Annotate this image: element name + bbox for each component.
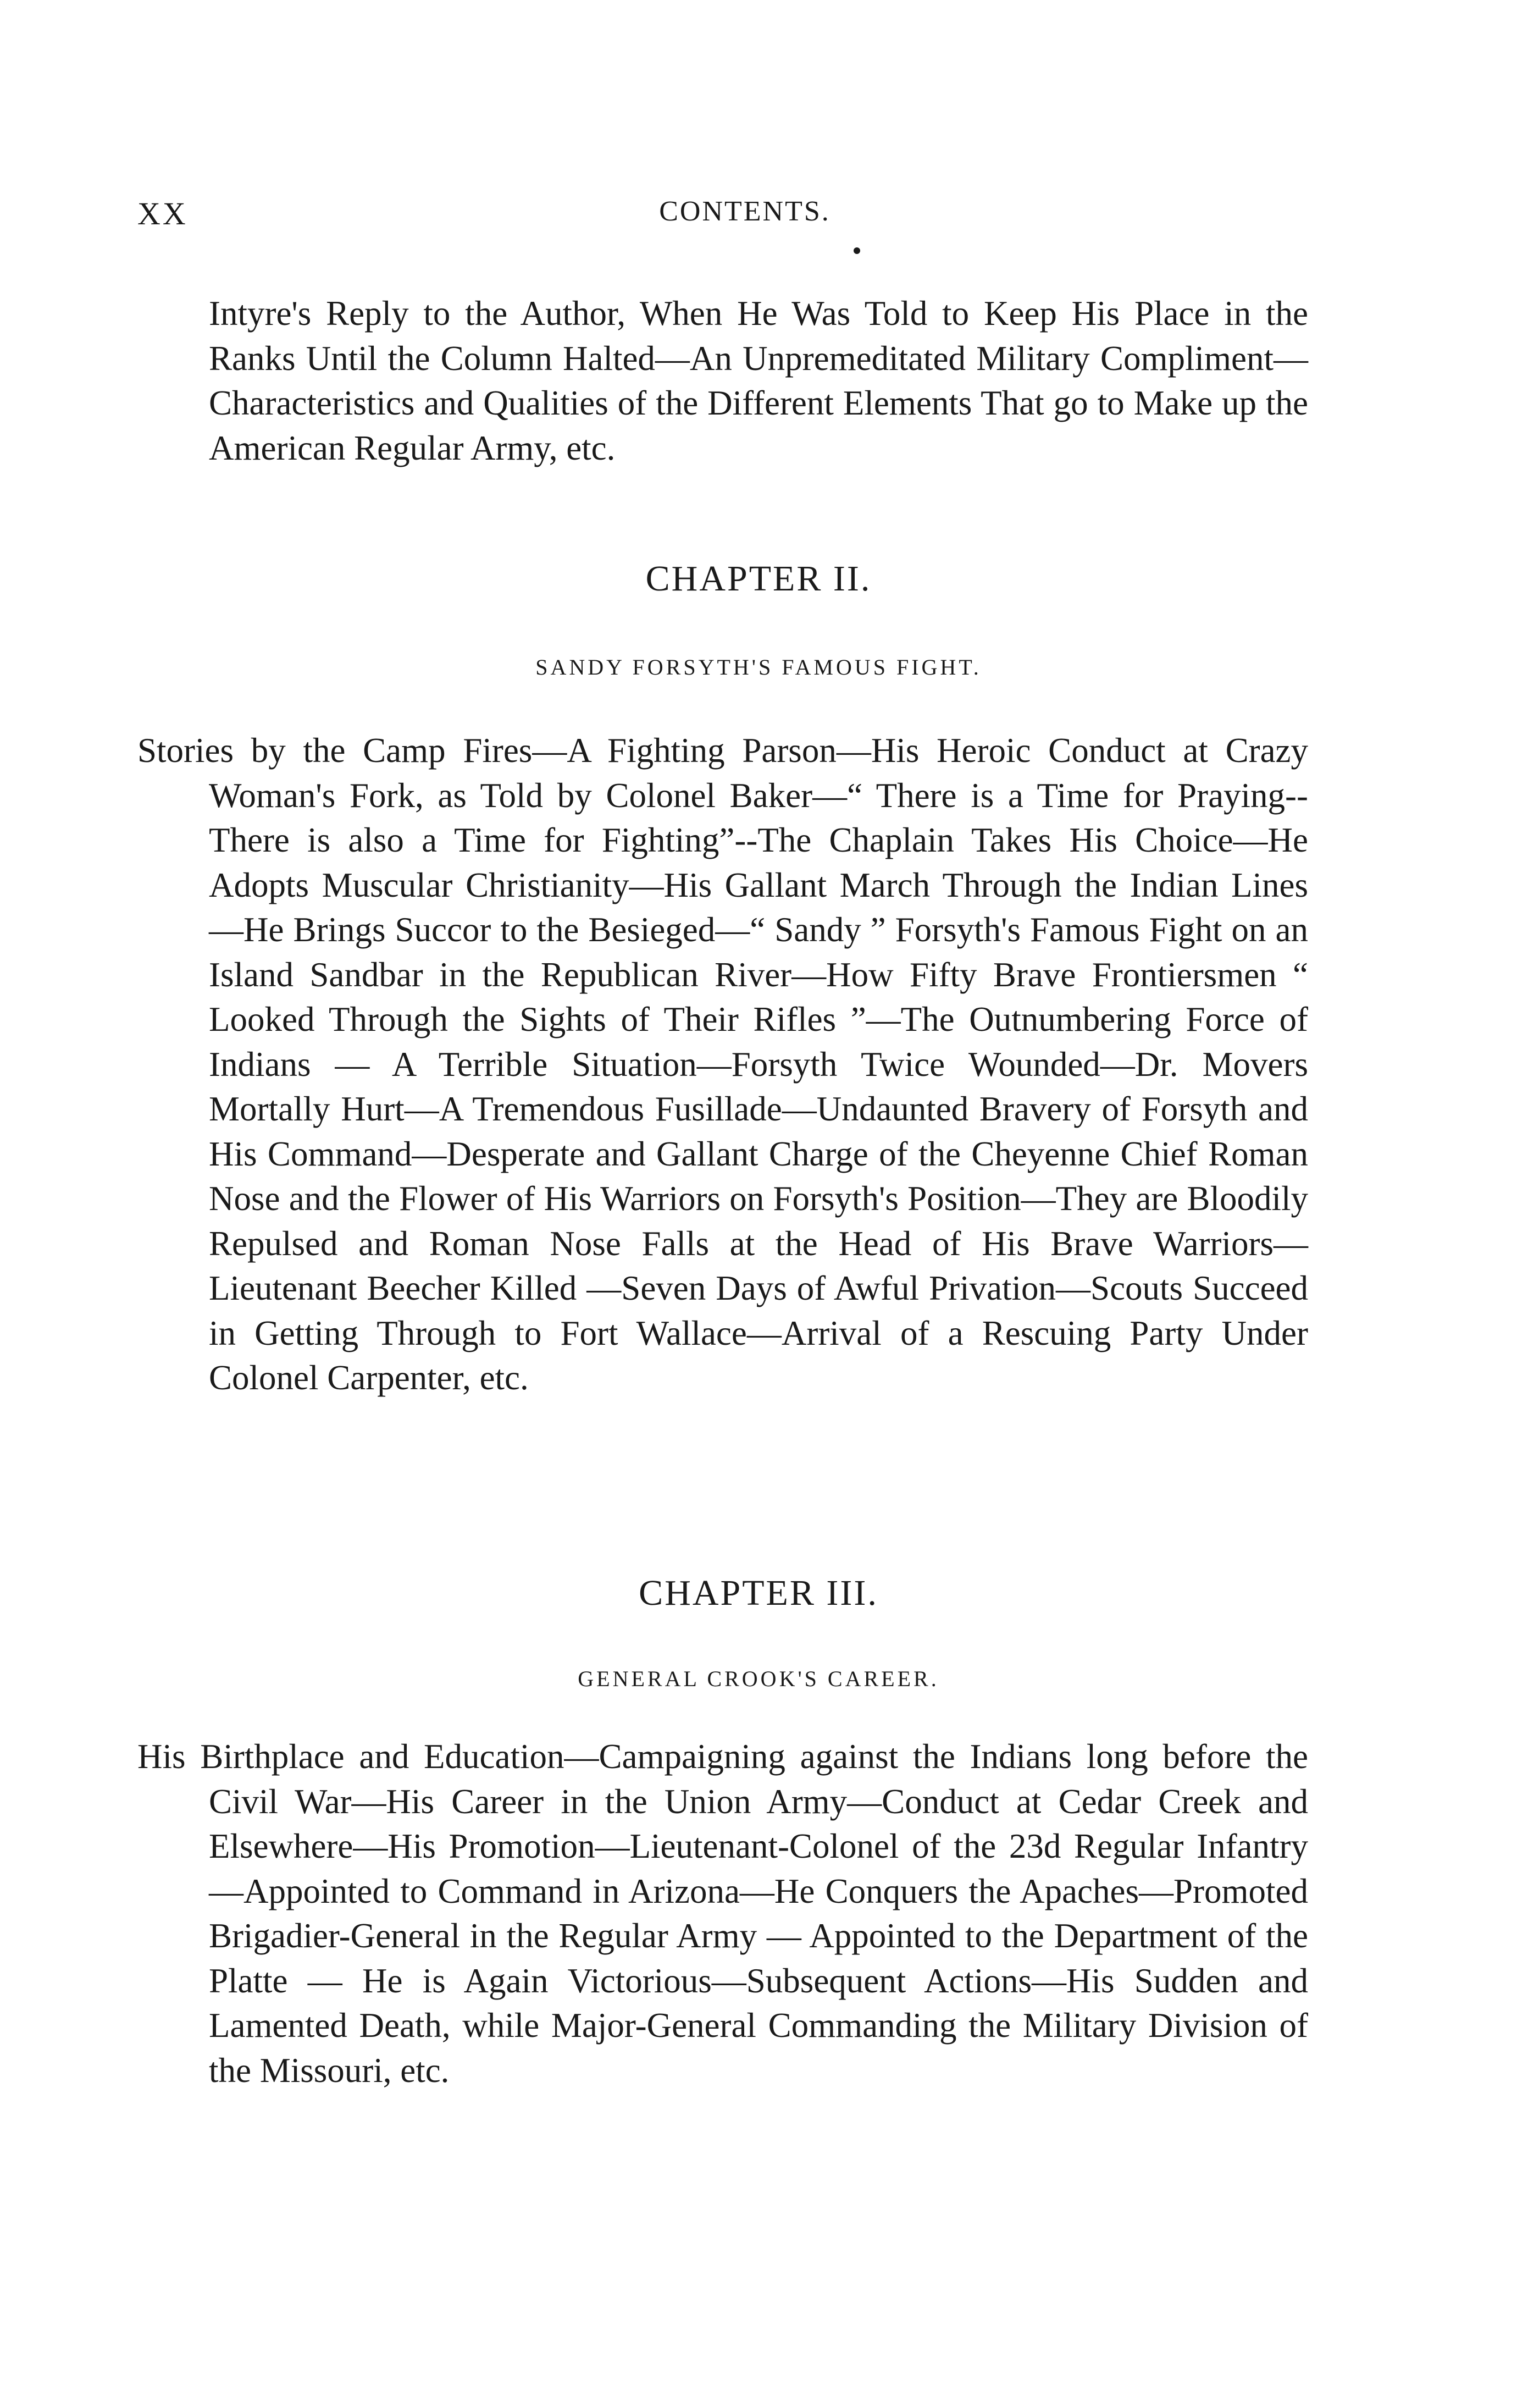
ink-speck <box>854 247 860 254</box>
running-title: CONTENTS. <box>659 196 831 227</box>
chapter-subtitle: SANDY FORSYTH'S FAMOUS FIGHT. <box>535 655 982 680</box>
chapter-heading: CHAPTER III. <box>639 1573 878 1613</box>
running-head <box>137 195 1352 239</box>
chapter-summary: Stories by the Camp Fires—A Fighting Parson—His Heroic Conduct at Crazy Woman's Fork, as Told by Colonel Baker—“ There is a Time for Praying--There is also a Time for Fighting”--The Chaplain Takes His Choice—He Adopts Muscular Christianity—His Gallant March Through the Indian Lines—He Brings Succor to the Besieged—“ Sandy ” Forsyth's Famous Fight on an Island Sandbar in the Republican River—How Fifty Brave Frontiersmen “ Looked Through the Sights of Their Rifles ”—The Outnumbering Force of Indians — A Terrible Situation—Forsyth Twice Wounded—Dr. Movers Mortally Hurt—A Tremendous Fusillade—Undaunted Bravery of Forsyth and His Command—Desperate and Gallant Charge of the Cheyenne Chief Roman Nose and the Flower of His Warriors on Forsyth's Position—They are Bloodily Repulsed and Roman Nose Falls at the Head of His Brave Warriors—Lieutenant Beecher Killed —Seven Days of Awful Privation—Scouts Succeed in Getting Through to Fort Wallace—Arrival of a Rescuing Party Under Colonel Carpenter, etc. <box>137 731 1308 1397</box>
chapter-heading: CHAPTER II. <box>645 559 872 599</box>
continued-paragraph: Intyre's Reply to the Author, When He Was Told to Keep His Place in the Ranks Until the Column Halted—An Unpremeditated Military Compliment—Characteristics and Qualities of the Different Elements That go to Make up the American Regular Army, etc. <box>209 294 1308 467</box>
page-number: XX <box>137 196 188 231</box>
chapter-summary: His Birthplace and Education—Campaigning against the Indians long before the Civil War—His Career in the Union Army—Conduct at Cedar Creek and Elsewhere—His Promotion—Lieutenant-Colonel of the 23d Regular Infantry—Appointed to Command in Arizona—He Conquers the Apaches—Promoted Brigadier-General in the Regular Army — Appointed to the Department of the Platte — He is Again Victorious—Subsequent Actions—His Sudden and Lamented Death, while Major-General Commanding the Military Division of the Missouri, etc. <box>137 1737 1308 2090</box>
chapter-subtitle: GENERAL CROOK'S CAREER. <box>578 1666 939 1691</box>
